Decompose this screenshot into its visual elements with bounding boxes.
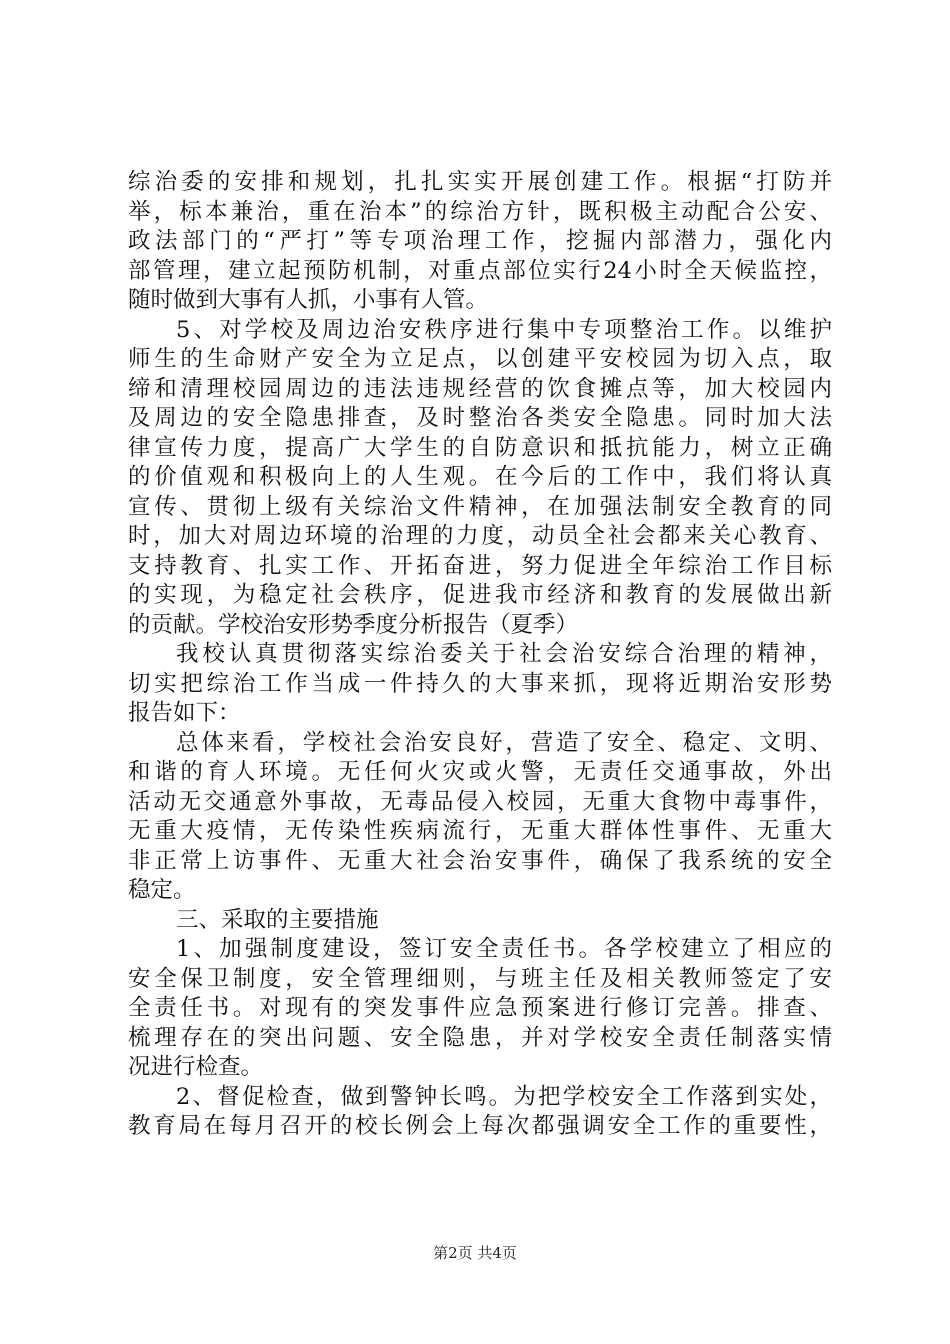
text-line: 三、采取的主要措施 <box>176 906 379 933</box>
text-line: 的价值观和积极向上的人生观。在今后的工作中，我们将认真 <box>128 464 832 490</box>
text-line: 况进行检查。 <box>128 1054 264 1080</box>
text-line: 师生的生命财产安全为立足点，以创建平安校园为切入点，取 <box>128 346 832 372</box>
text-line: 活动无交通意外事故，无毒品侵入校园，无重大食物中毒事件， <box>128 788 832 815</box>
document-body <box>128 168 832 1142</box>
text-line: 无重大疫情，无传染性疾病流行，无重大群体性事件、无重大 <box>128 818 832 844</box>
text-line: 律宣传力度，提高广大学生的自防意识和抵抗能力，树立正确 <box>128 434 832 461</box>
text-line: 的贡献。学校治安形势季度分析报告（夏季） <box>128 611 579 638</box>
text-line: 2、督促检查，做到警钟长鸣。为把学校安全工作落到实处， <box>176 1083 832 1110</box>
text-line: 和谐的育人环境。无任何火灾或火警，无责任交通事故，外出 <box>128 759 832 785</box>
text-line: 非正常上访事件、无重大社会治安事件，确保了我系统的安全 <box>128 847 832 874</box>
text-line: 报告如下： <box>128 700 241 726</box>
text-line: 及周边的安全隐患排查，及时整治各类安全隐患。同时加大法 <box>128 405 832 431</box>
text-line: 稳定。 <box>128 877 196 903</box>
text-line: 我校认真贯彻落实综治委关于社会治安综合治理的精神， <box>176 641 832 667</box>
text-line: 宣传、贯彻上级有关综治文件精神，在加强法制安全教育的同 <box>128 493 832 520</box>
text-line: 教育局在每月召开的校长例会上每次都强调安全工作的重要性， <box>128 1113 832 1139</box>
text-line: 支持教育、扎实工作、开拓奋进，努力促进全年综治工作目标 <box>128 552 832 579</box>
text-line: 举，标本兼治，重在治本”的综治方针，既积极主动配合公安、 <box>128 198 832 225</box>
page-footer: 第2页 共4页 <box>433 1244 517 1262</box>
text-line: 综治委的安排和规划，扎扎实实开展创建工作。根据“打防并 <box>128 169 832 195</box>
text-line: 缔和清理校园周边的违法违规经营的饮食摊点等，加大校园内 <box>128 375 832 402</box>
text-line: 随时做到大事有人抓，小事有人管。 <box>128 287 489 313</box>
text-line: 切实把综治工作当成一件持久的大事来抓，现将近期治安形势 <box>128 670 832 697</box>
text-line: 梳理存在的突出问题、安全隐患，并对学校安全责任制落实情 <box>128 1024 832 1051</box>
text-line: 5、对学校及周边治安秩序进行集中专项整治工作。以维护 <box>176 316 832 343</box>
text-line: 部管理，建立起预防机制，对重点部位实行24小时全天候监控， <box>128 257 832 284</box>
text-line: 总体来看，学校社会治安良好，营造了安全、稳定、文明、 <box>176 729 832 756</box>
text-line: 政法部门的“严打”等专项治理工作，挖掘内部潜力，强化内 <box>128 228 832 254</box>
text-line: 时，加大对周边环境的治理的力度，动员全社会都来关心教育、 <box>128 523 832 549</box>
text-line: 的实现，为稳定社会秩序，促进我市经济和教育的发展做出新 <box>128 582 832 608</box>
text-line: 1、加强制度建设，签订安全责任书。各学校建立了相应的 <box>176 936 832 962</box>
text-line: 全责任书。对现有的突发事件应急预案进行修订完善。排查、 <box>128 995 832 1021</box>
text-line: 安全保卫制度，安全管理细则，与班主任及相关教师签定了安 <box>128 965 832 992</box>
